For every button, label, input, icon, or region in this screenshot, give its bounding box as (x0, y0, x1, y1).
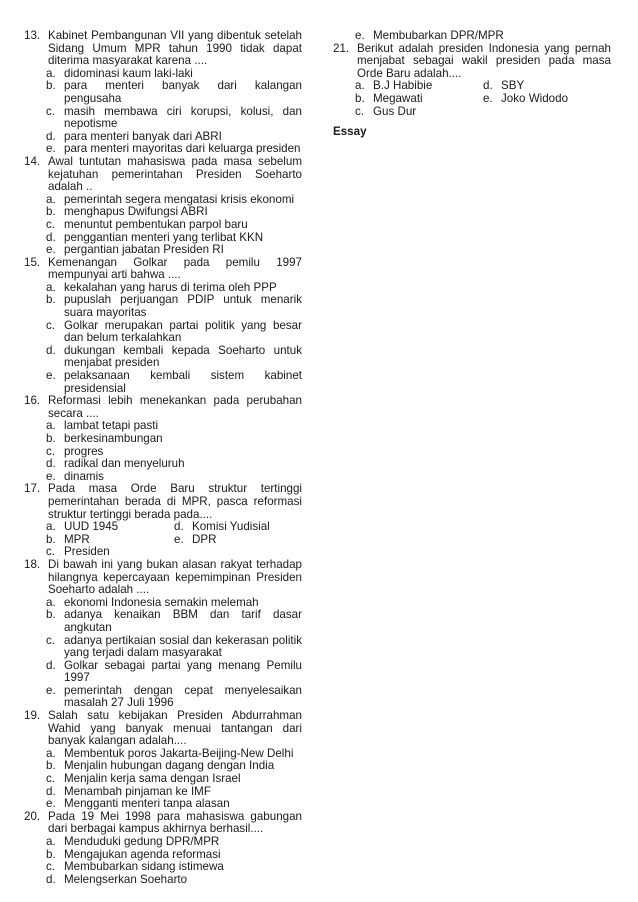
option-b: b. pupuslah perjuangan PDIP untuk menarik suara mayoritas (46, 293, 302, 320)
option-a: a. Menduduki gedung DPR/MPR (46, 835, 220, 848)
option-b: b. Menjalin hubungan dagang dengan India (46, 759, 275, 773)
question-number: 21. (333, 41, 350, 55)
option-d: d. SBY (483, 79, 525, 93)
option-b: b. Megawati (355, 91, 423, 105)
option-a: a. lambat tetapi pasti (46, 419, 159, 433)
option-d: d. Menambah pinjaman ke IMF (46, 784, 211, 798)
option-d: d. radikal dan menyeluruh (46, 457, 185, 471)
option-c: c. progres (46, 444, 104, 458)
question-number: 13. (24, 29, 41, 42)
question-18 (24, 559, 302, 597)
options-21 (333, 80, 611, 118)
option-d: d. dukungan kembali kepada Soeharto untuk menjabat presiden (46, 343, 302, 370)
option-a: a. B.J Habibie (355, 79, 433, 93)
option-a: a. Membentuk poros Jakarta-Beijing-New Delhi (46, 746, 294, 760)
option-a: a. kekalahan yang harus di terima oleh PPP (46, 280, 277, 294)
question-text: Awal tuntutan mahasiswa pada masa sebelum kejatuhan pemerintahan Presiden Soeharto adalah .. (48, 154, 302, 194)
option-d: d. Komisi Yudisial (174, 520, 270, 534)
option-b: b. adanya kenaikan BBM dan tarif dasar angkutan (46, 608, 302, 634)
question-14 (24, 156, 302, 194)
question-number: 17. (24, 482, 41, 496)
question-number: 16. (24, 394, 41, 408)
options-16 (24, 420, 302, 483)
option-d: d. para menteri banyak dari ABRI (46, 129, 222, 143)
question-20 (24, 811, 302, 836)
options-19 (24, 748, 302, 811)
question-13 (24, 30, 302, 68)
option-d: d. penggantian menteri yang terlibat KKN (46, 230, 264, 244)
option-e: e. pelaksanaan kembali sistem kabinet presidensial (46, 369, 302, 395)
question-number: 20. (24, 809, 41, 823)
question-number: 19. (24, 709, 41, 723)
question-number: 18. (24, 557, 41, 571)
option-c: c. adanya pertikaian sosial dan kekerasan politik yang terjadi dalam masyarakat (46, 633, 302, 660)
options-13 (24, 68, 302, 156)
question-text: Pada 19 Mei 1998 para mahasiswa gabungan dari berbagai kampus akhirnya berhasil.... (48, 809, 302, 836)
options-20 (24, 836, 302, 886)
option-b: b. berkesinambungan (46, 432, 163, 445)
question-number: 15. (24, 255, 41, 269)
option-b: b. para menteri banyak dari kalangan pengusaha (46, 79, 302, 105)
options-18 (24, 597, 302, 710)
question-16 (24, 395, 302, 420)
question-15 (24, 257, 302, 282)
option-a: a. didominasi kaum laki-laki (46, 66, 193, 80)
right-column (333, 30, 611, 139)
option-c: c. Presiden (46, 545, 110, 559)
option-d: d. Golkar sebagai partai yang menang Pemilu 1997 (46, 658, 302, 685)
question-text: Reformasi lebih menekankan pada perubahan secara .... (48, 394, 302, 420)
option-c: c. Gus Dur (355, 104, 417, 118)
option-a: a. pemerintah segera mengatasi krisis ekonomi (46, 192, 295, 206)
question-17 (24, 483, 302, 521)
option-e-continued: e. Membubarkan DPR/MPR (355, 29, 504, 42)
left-column (24, 30, 302, 886)
option-d: d. Melengserkan Soeharto (46, 872, 188, 886)
essay-heading: Essay (333, 125, 367, 139)
option-b: b. MPR (46, 532, 90, 546)
option-c: c. Golkar merupakan partai politik yang besar dan belum terkalahkan (46, 318, 302, 345)
option-e: e. DPR (174, 532, 217, 546)
question-text: Berikut adalah presiden Indonesia yang pernah menjabat sebagai wakil presiden pada masa Orde Baru adalah.... (357, 41, 611, 80)
option-a: a. ekonomi Indonesia semakin melemah (46, 595, 259, 609)
option-e: e. Joko Widodo (483, 91, 569, 105)
option-b: b. menghapus Dwifungsi ABRI (46, 205, 208, 219)
option-e: e. para menteri mayoritas dari keluarga presiden (46, 142, 301, 156)
option-a: a. UUD 1945 (46, 520, 119, 534)
options-17 (24, 521, 302, 559)
option-c: c. Membubarkan sidang istimewa (46, 860, 224, 874)
option-e: e. pergantian jabatan Presiden RI (46, 243, 224, 257)
options-15 (24, 282, 302, 395)
option-c: c. Menjalin kerja sama dengan Israel (46, 772, 241, 786)
question-19 (24, 710, 302, 748)
option-e: e. dinamis (46, 469, 104, 483)
question-text: Kemenangan Golkar pada pemilu 1997 mempunyai arti bahwa .... (48, 255, 302, 282)
question-text: Kabinet Pembangunan VII yang dibentuk setelah Sidang Umum MPR tahun 1990 tidak dapat diterima masyarakat karena .... (48, 29, 302, 68)
options-14 (24, 194, 302, 257)
option-e: e. pemerintah dengan cepat menyelesaikan masalah 27 Juli 1996 (46, 683, 302, 710)
option-b: b. Mengajukan agenda reformasi (46, 847, 221, 861)
question-text: Salah satu kebijakan Presiden Abdurrahman Wahid yang banyak menuai tantangan dari banyak kalangan adalah.... (48, 709, 302, 748)
option-c: c. menuntut pembentukan parpol baru (46, 217, 248, 231)
option-c: c. masih membawa ciri korupsi, kolusi, dan nepotisme (46, 104, 302, 131)
option-e: e. Mengganti menteri tanpa alasan (46, 797, 230, 811)
question-text: Di bawah ini yang bukan alasan rakyat terhadap hilangnya kepercayaan kepemimpinan Presiden Soeharto adalah .... (48, 557, 302, 597)
question-text: Pada masa Orde Baru struktur tertinggi pemerintahan berada di MPR, pasca reformasi struktur tertinggi berada pada.... (48, 482, 302, 521)
question-number: 14. (24, 154, 41, 168)
question-21 (333, 43, 611, 81)
